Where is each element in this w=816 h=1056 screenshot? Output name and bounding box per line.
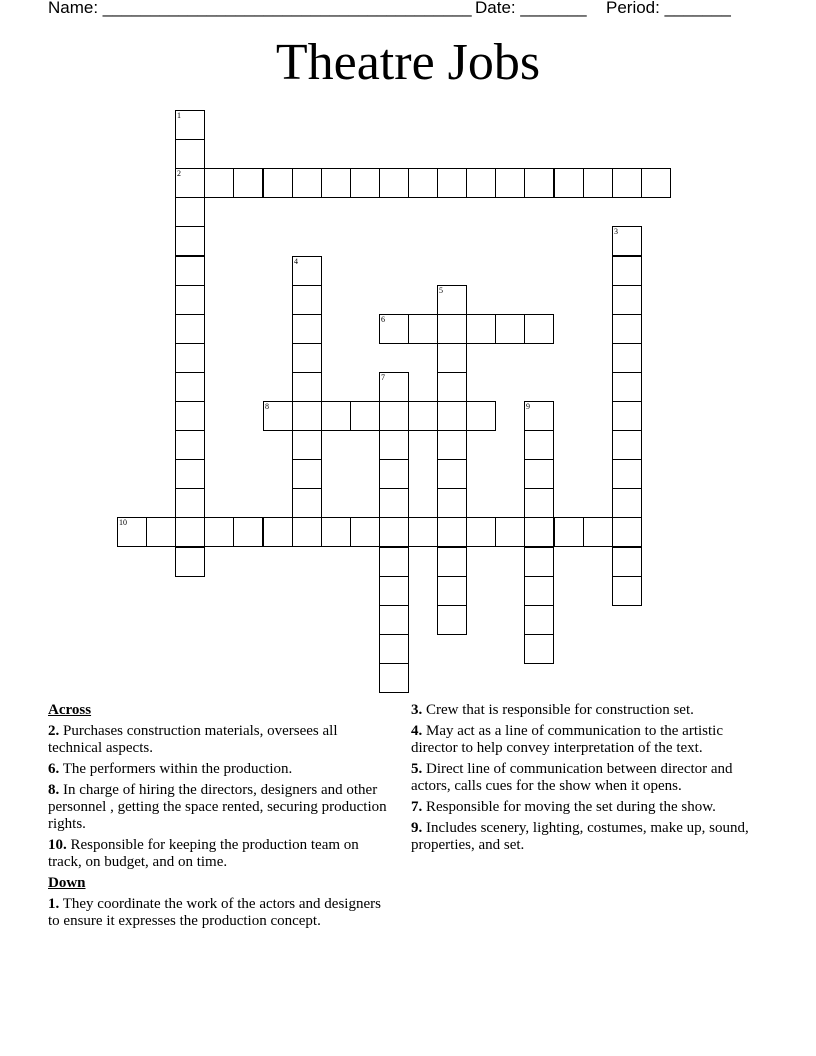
crossword-cell[interactable] (437, 168, 467, 198)
crossword-cell[interactable] (175, 488, 205, 518)
crossword-cell[interactable] (292, 488, 322, 518)
crossword-cell[interactable] (495, 168, 525, 198)
crossword-cell[interactable] (204, 517, 234, 547)
crossword-cell[interactable] (350, 168, 380, 198)
clue-number-label: 8 (265, 402, 269, 411)
crossword-cell[interactable] (583, 168, 613, 198)
across-heading: Across (48, 702, 92, 718)
clues-column-right (411, 702, 771, 858)
crossword-cell[interactable] (292, 372, 322, 402)
crossword-cell[interactable] (408, 517, 438, 547)
crossword-cell[interactable] (321, 168, 351, 198)
crossword-cell[interactable] (612, 226, 642, 256)
crossword-cell[interactable] (437, 576, 467, 606)
crossword-cell[interactable] (292, 256, 322, 286)
clue-down-5 (411, 761, 771, 795)
crossword-cell[interactable] (263, 168, 293, 198)
crossword-cell[interactable] (524, 459, 554, 489)
crossword-cell[interactable] (292, 517, 322, 547)
crossword-cell[interactable] (175, 168, 205, 198)
clue-text: Responsible for keeping the production team on track, on budget, and on time. (48, 837, 359, 870)
crossword-cell[interactable] (437, 547, 467, 577)
crossword-cell[interactable] (612, 430, 642, 460)
crossword-cell[interactable] (437, 488, 467, 518)
crossword-cell[interactable] (524, 576, 554, 606)
crossword-cell[interactable] (175, 285, 205, 315)
crossword-cell[interactable] (612, 488, 642, 518)
crossword-cell[interactable] (612, 401, 642, 431)
clue-number: 6. (48, 761, 60, 777)
crossword-cell[interactable] (437, 430, 467, 460)
clue-number: 7. (411, 799, 423, 815)
crossword-cell[interactable] (612, 372, 642, 402)
crossword-cell[interactable] (175, 314, 205, 344)
crossword-cell[interactable] (524, 401, 554, 431)
crossword-cell[interactable] (292, 401, 322, 431)
crossword-cell[interactable] (524, 168, 554, 198)
crossword-cell[interactable] (437, 314, 467, 344)
crossword-cell[interactable] (612, 517, 642, 547)
crossword-cell[interactable] (379, 488, 409, 518)
clue-down-3 (411, 702, 771, 719)
crossword-cell[interactable] (175, 547, 205, 577)
crossword-cell[interactable] (379, 517, 409, 547)
crossword-cell[interactable] (379, 547, 409, 577)
clue-text: Includes scenery, lighting, costumes, make up, sound, properties, and set. (411, 820, 749, 853)
crossword-cell[interactable] (117, 517, 147, 547)
clue-number-label: 2 (177, 169, 181, 178)
clue-number: 3. (411, 702, 423, 718)
crossword-cell[interactable] (554, 168, 584, 198)
crossword-cell[interactable] (292, 343, 322, 373)
crossword-cell[interactable] (175, 226, 205, 256)
clue-across-2 (48, 723, 388, 757)
crossword-cell[interactable] (612, 576, 642, 606)
clue-number-label: 6 (381, 315, 385, 324)
crossword-cell[interactable] (612, 343, 642, 373)
crossword-cell[interactable] (379, 634, 409, 664)
crossword-cell[interactable] (233, 517, 263, 547)
crossword-cell[interactable] (175, 139, 205, 169)
crossword-cell[interactable] (379, 401, 409, 431)
clue-number-label: 10 (119, 518, 127, 527)
crossword-cell[interactable] (524, 634, 554, 664)
crossword-cell[interactable] (263, 517, 293, 547)
crossword-cell[interactable] (175, 459, 205, 489)
crossword-cell[interactable] (437, 517, 467, 547)
crossword-cell[interactable] (146, 517, 176, 547)
crossword-cell[interactable] (292, 430, 322, 460)
crossword-cell[interactable] (379, 605, 409, 635)
crossword-cell[interactable] (612, 256, 642, 286)
clue-number: 9. (411, 820, 423, 836)
crossword-cell[interactable] (379, 576, 409, 606)
crossword-cell[interactable] (437, 459, 467, 489)
crossword-cell[interactable] (175, 517, 205, 547)
crossword-cell[interactable] (292, 168, 322, 198)
crossword-cell[interactable] (612, 314, 642, 344)
crossword-cell[interactable] (175, 401, 205, 431)
crossword-cell[interactable] (379, 372, 409, 402)
clue-down-4 (411, 723, 771, 757)
crossword-cell[interactable] (612, 459, 642, 489)
crossword-cell[interactable] (466, 168, 496, 198)
crossword-cell[interactable] (612, 285, 642, 315)
crossword-cell[interactable] (379, 430, 409, 460)
crossword-cell[interactable] (379, 663, 409, 693)
crossword-cell[interactable] (175, 197, 205, 227)
crossword-cell[interactable] (321, 517, 351, 547)
clue-text: Crew that is responsible for construction set. (426, 702, 694, 718)
crossword-cell[interactable] (612, 547, 642, 577)
crossword-cell[interactable] (524, 517, 554, 547)
crossword-cell[interactable] (379, 459, 409, 489)
clue-down-9 (411, 820, 771, 854)
crossword-cell[interactable] (408, 401, 438, 431)
clue-number-label: 7 (381, 373, 385, 382)
crossword-cell[interactable] (204, 168, 234, 198)
crossword-cell[interactable] (524, 488, 554, 518)
crossword-cell[interactable] (321, 401, 351, 431)
clue-down-1 (48, 896, 388, 930)
clue-number: 1. (48, 896, 60, 912)
clue-text: The performers within the production. (62, 761, 293, 777)
date-field[interactable]: Date: _______ (475, 0, 587, 17)
crossword-cell[interactable] (583, 517, 613, 547)
crossword-cell[interactable] (175, 430, 205, 460)
crossword-cell[interactable] (233, 168, 263, 198)
clues-column-left (48, 702, 388, 934)
crossword-cell[interactable] (350, 401, 380, 431)
crossword-cell[interactable] (350, 517, 380, 547)
name-field[interactable]: Name: _______________________________________ (48, 0, 472, 17)
crossword-cell[interactable] (641, 168, 671, 198)
clue-text: Direct line of communication between director and actors, calls cues for the show when it opens. (411, 761, 733, 794)
clue-number-label: 5 (439, 286, 443, 295)
crossword-cell[interactable] (437, 372, 467, 402)
crossword-cell[interactable] (292, 285, 322, 315)
crossword-cell[interactable] (466, 314, 496, 344)
crossword-cell[interactable] (495, 314, 525, 344)
down-heading: Down (48, 875, 86, 891)
crossword-cell[interactable] (612, 168, 642, 198)
crossword-cell[interactable] (524, 314, 554, 344)
crossword-cell[interactable] (524, 547, 554, 577)
crossword-cell[interactable] (379, 168, 409, 198)
crossword-cell[interactable] (379, 314, 409, 344)
clue-across-10 (48, 837, 388, 871)
clue-text: In charge of hiring the directors, designers and other personnel , getting the space rented, securing production rights. (48, 782, 387, 832)
crossword-cell[interactable] (408, 168, 438, 198)
crossword-cell[interactable] (292, 459, 322, 489)
clue-number: 4. (411, 723, 423, 739)
clue-text: They coordinate the work of the actors and designers to ensure it expresses the production concept. (48, 896, 381, 929)
crossword-cell[interactable] (437, 343, 467, 373)
clue-text: Purchases construction materials, oversees all technical aspects. (48, 723, 338, 756)
clue-number-label: 1 (177, 111, 181, 120)
clue-across-8 (48, 782, 388, 833)
crossword-cell[interactable] (554, 517, 584, 547)
crossword-cell[interactable] (175, 256, 205, 286)
crossword-cell[interactable] (175, 110, 205, 140)
crossword-cell[interactable] (495, 517, 525, 547)
clue-number: 8. (48, 782, 60, 798)
crossword-cell[interactable] (466, 517, 496, 547)
crossword-cell[interactable] (408, 314, 438, 344)
clue-number: 10. (48, 837, 67, 853)
clue-down-7 (411, 799, 771, 816)
clue-number-label: 4 (294, 257, 298, 266)
crossword-cell[interactable] (175, 343, 205, 373)
clue-across-6 (48, 761, 388, 778)
crossword-cell[interactable] (292, 314, 322, 344)
crossword-cell[interactable] (524, 430, 554, 460)
crossword-cell[interactable] (175, 372, 205, 402)
clue-number-label: 9 (526, 402, 530, 411)
clue-number: 2. (48, 723, 60, 739)
crossword-cell[interactable] (466, 401, 496, 431)
clue-number-label: 3 (614, 227, 618, 236)
clue-number: 5. (411, 761, 423, 777)
crossword-cell[interactable] (437, 285, 467, 315)
crossword-cell[interactable] (524, 605, 554, 635)
clue-text: Responsible for moving the set during the show. (426, 799, 716, 815)
period-field[interactable]: Period: _______ (606, 0, 731, 17)
crossword-cell[interactable] (437, 401, 467, 431)
crossword-cell[interactable] (263, 401, 293, 431)
page-title: Theatre Jobs (275, 34, 541, 91)
crossword-cell[interactable] (437, 605, 467, 635)
clue-text: May act as a line of communication to the artistic director to help convey interpretation of the text. (411, 723, 723, 756)
